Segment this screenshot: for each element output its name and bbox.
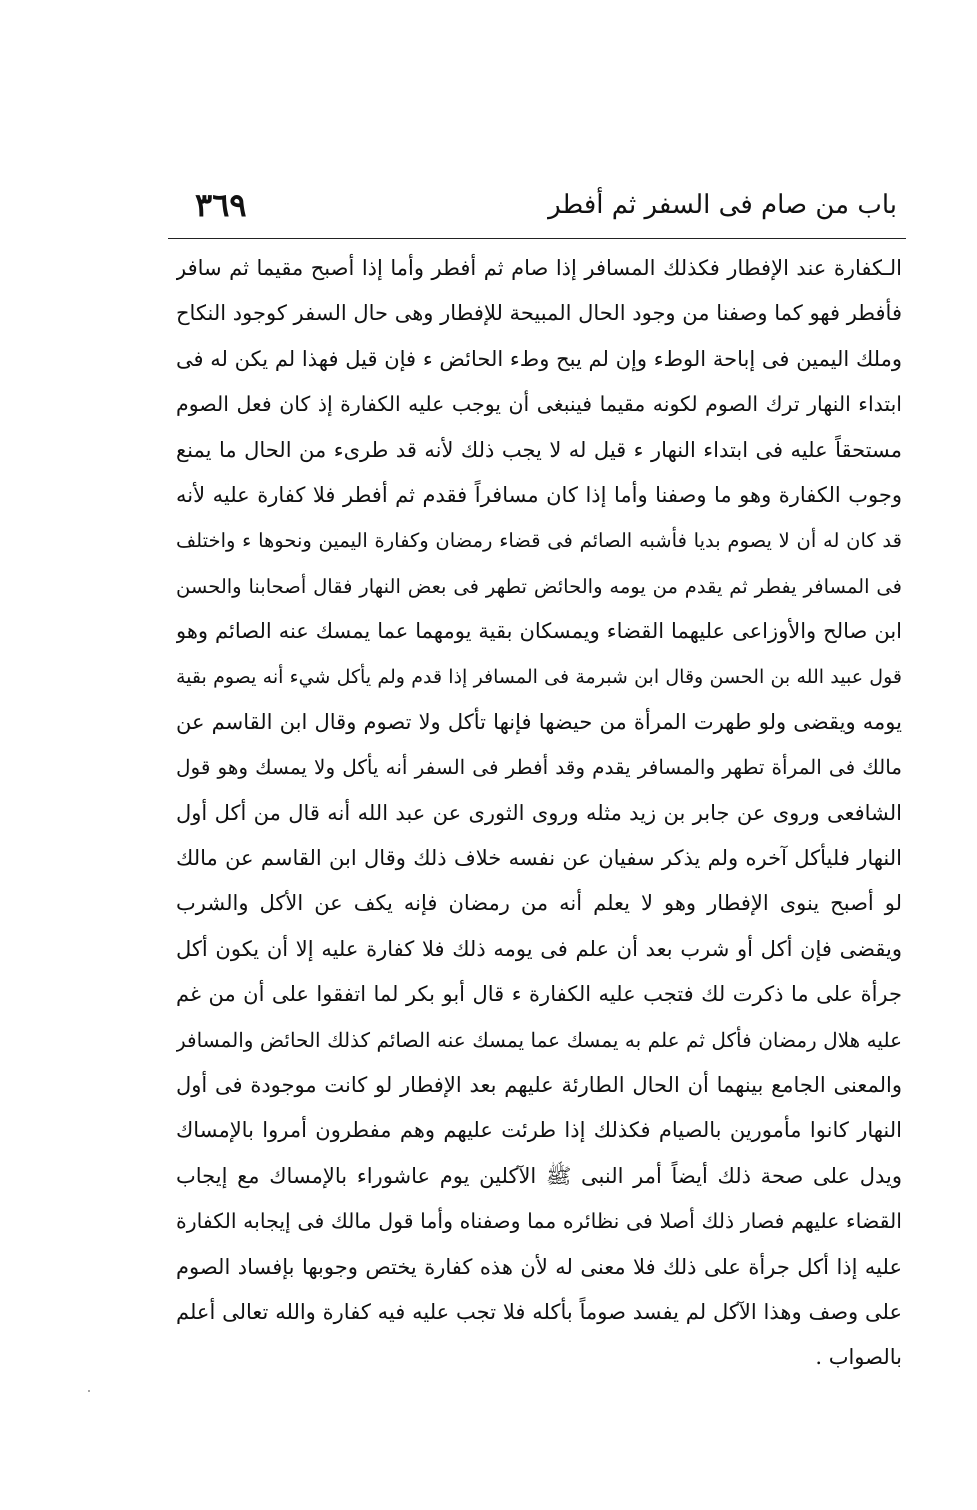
text-line: الـكفارة عند الإفطار فكذلك المسافر إذا صام ثم أفطر وأما إذا أصبح مقيما ثم سافر xyxy=(176,256,902,280)
text-line: ابتداء النهار ترك الصوم لكونه مقيما فينبغى أن يوجب عليه الكفارة إذ كان فعل الصوم xyxy=(176,392,902,417)
body-text xyxy=(176,246,902,1381)
text-line: على وصف وهذا الآكل لم يفسد صوماً بأكله فلا تجب عليه فيه كفارة والله تعالى أعلم xyxy=(176,1299,902,1324)
text-line: عليه هلال رمضان فأكل ثم علم به يمسك عما يمسك عنه الصائم كذلك الحائض والمسافر xyxy=(176,1027,902,1052)
page-header xyxy=(165,183,905,235)
text-line: لو أصبح ينوى الإفطار وهو لا يعلم أنه من رمضان فإنه يكف عن الأكل والشرب xyxy=(176,891,902,916)
page-number: ٣٦٩ xyxy=(195,186,247,224)
text-line: ويقضى فإن أكل أو شرب بعد أن علم فى يومه ذلك فلا كفارة عليه إلا أن يكون أكل xyxy=(176,936,902,961)
text-line: عليه إذا أكل جرأة على ذلك فلا معنى له لأن هذه كفارة يختص وجوبها بإفساد الصوم xyxy=(176,1254,902,1279)
scan-speck xyxy=(88,1390,90,1392)
text-line: ويدل على صحة ذلك أيضاً أمر النبى ﷺ الآكلين يوم عاشوراء بالإمساك مع إيجاب xyxy=(176,1163,902,1188)
text-line: مالك فى المرأة تطهر والمسافر يقدم وقد أفطر فى السفر أنه يأكل ولا يمسك وهو قول xyxy=(176,755,902,780)
header-rule xyxy=(168,238,906,239)
text-line: وملك اليمين فى إباحة الوطء وإن لم يبح وطء الحائض ء فإن قيل فهذا لم يكن له فى xyxy=(176,346,902,371)
text-line: جرأة على ما ذكرت لك فتجب عليه الكفارة ء قال أبو بكر لما اتفقوا على أن من غم xyxy=(176,982,902,1007)
text-line: فى المسافر يفطر ثم يقدم من يومه والحائض تطهر فى بعض النهار فقال أصحابنا والحسن xyxy=(176,574,902,598)
text-line: النهار فليأكل آخره ولم يذكر سفيان عن نفسه خلاف ذلك وقال ابن القاسم عن مالك xyxy=(176,846,902,871)
chapter-title: باب من صام فى السفر ثم أفطر xyxy=(548,190,897,220)
text-line: بالصواب . xyxy=(815,1345,902,1370)
text-line: فأفطر فهو كما وصفنا من وجود الحال المبيحة للإفطار وهى حال السفر كوجود النكاح xyxy=(176,301,902,326)
text-line: النهار كانوا مأمورين بالصيام فكذلك إذا طرئت عليهم وهم مفطرون أمروا بالإمساك xyxy=(176,1118,902,1143)
text-line: والمعنى الجامع بينهما أن الحال الطارئة عليهم بعد الإفطار لو كانت موجودة فى أول xyxy=(176,1073,902,1098)
text-line: وجوب الكفارة وهو ما وصفنا وأما إذا كان مسافراً فقدم ثم أفطر فلا كفارة عليه لأنه xyxy=(176,482,902,507)
text-line: ابن صالح والأوزاعى عليهما القضاء ويمسكان بقية يومهما عما يمسك عنه الصائم وهو xyxy=(176,619,902,644)
text-line: مستحقاً عليه فى ابتداء النهار ء قيل له لا يجب ذلك لأنه قد طرىء من الحال ما يمنع xyxy=(176,437,902,462)
text-line: قد كان له أن لا يصوم بديا فأشبه الصائم فى قضاء رمضان وكفارة اليمين ونحوها ء واختلف xyxy=(176,529,902,553)
text-line: يومه ويقضى ولو طهرت المرأة من حيضها فإنها تأكل ولا تصوم وقال ابن القاسم عن xyxy=(176,709,902,734)
text-line: قول عبيد الله بن الحسن وقال ابن شبرمة فى المسافر إذا قدم ولم يأكل شيء أنه يصوم بقية xyxy=(176,665,902,688)
text-line: الشافعى وروى عن جابر بن زيد مثله وروى الثورى عن عبد الله أنه قال من أكل أول xyxy=(176,800,902,825)
text-line: القضاء عليهم فصار ذلك أصلا فى نظائره مما وصفناه وأما قول مالك فى إيجابه الكفارة xyxy=(176,1209,902,1234)
